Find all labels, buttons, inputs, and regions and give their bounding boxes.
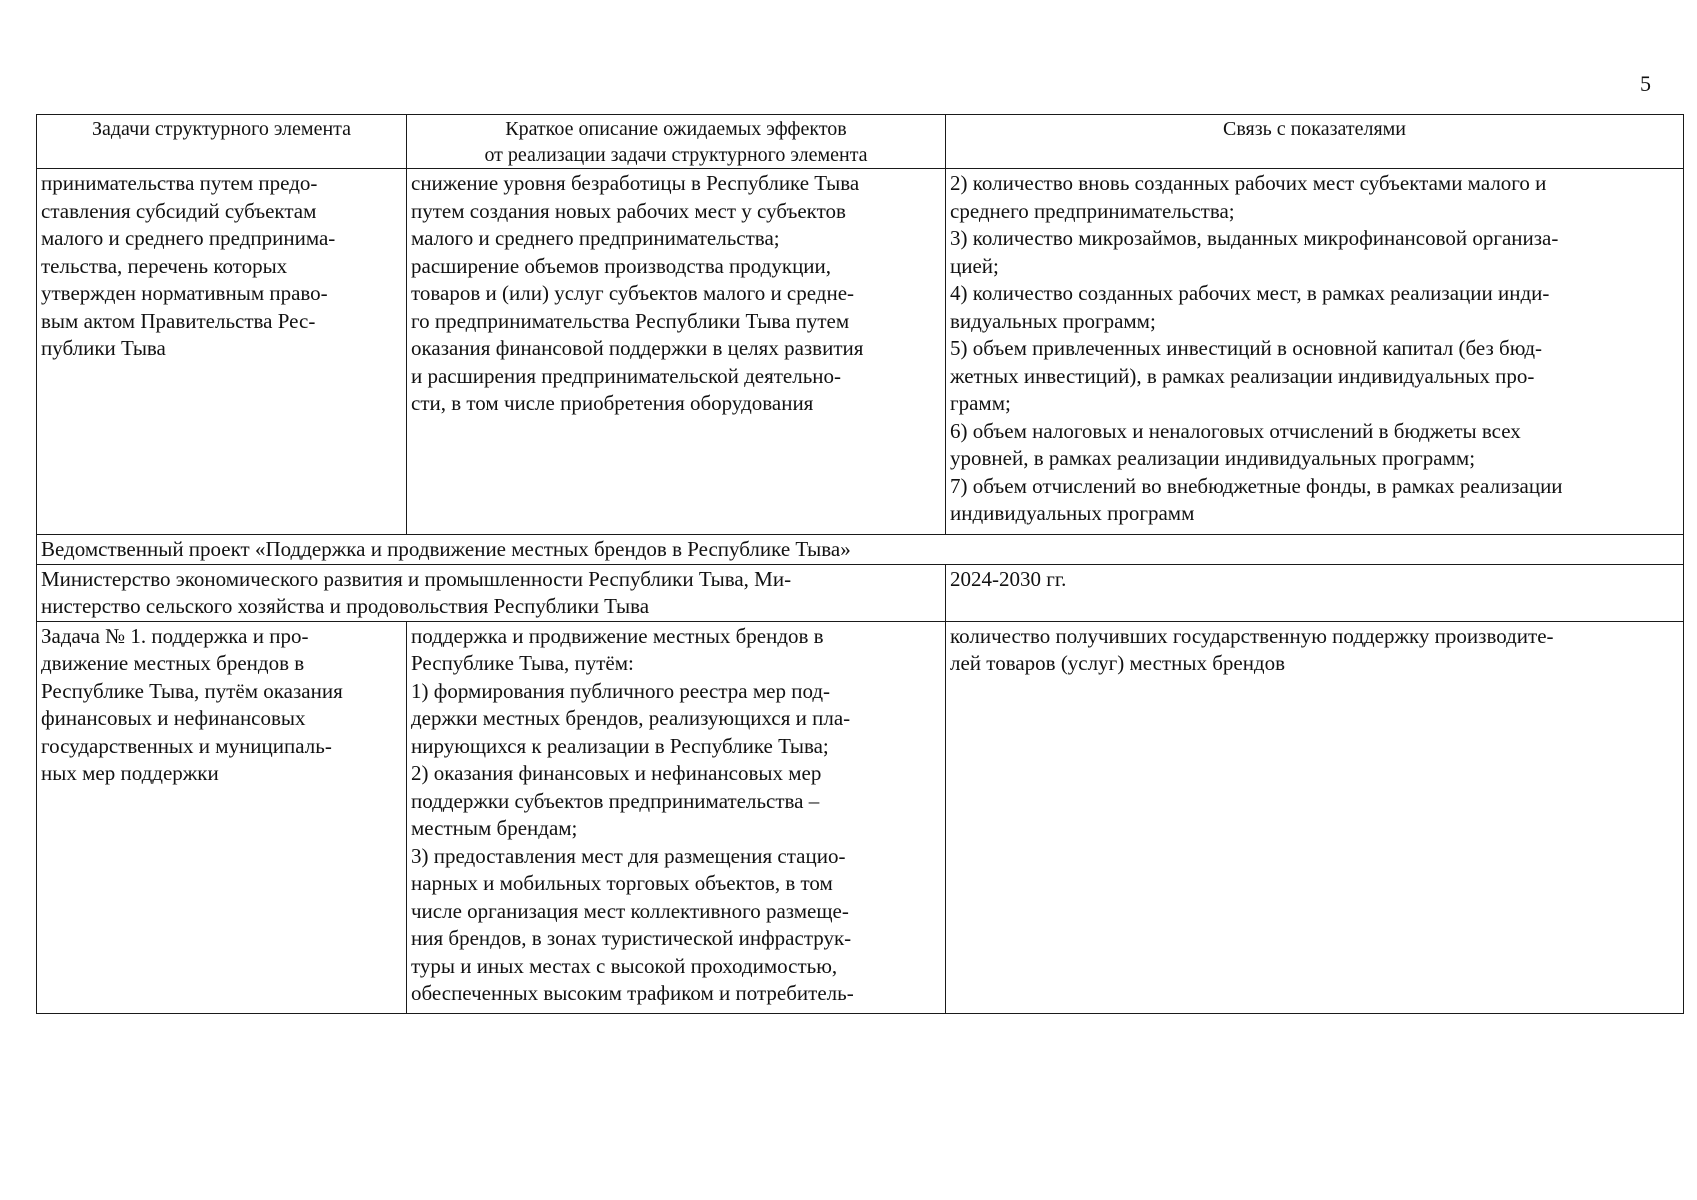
text-line: 4) количество созданных рабочих мест, в рамках реализации инди- xyxy=(950,281,1550,305)
text-line: жетных инвестиций), в рамках реализации индивидуальных про- xyxy=(950,363,1535,388)
task-cell xyxy=(37,169,407,535)
text-line: вым актом Правительства Рес- xyxy=(41,308,316,333)
text-line: 3) количество микрозаймов, выданных микрофинансовой организа- xyxy=(950,226,1559,250)
text-line: лей товаров (услуг) местных брендов xyxy=(950,651,1286,675)
ministries-cell xyxy=(37,564,946,621)
text-line: цией; xyxy=(950,253,999,278)
text-line: публики Тыва xyxy=(41,336,166,360)
period-cell xyxy=(946,564,1684,621)
header-tasks xyxy=(37,115,407,169)
text-line: тельства, перечень которых xyxy=(41,253,288,278)
page-number: 5 xyxy=(1640,71,1651,96)
project-title xyxy=(37,535,1684,565)
program-table xyxy=(36,114,1684,1014)
text-line: грамм; xyxy=(950,391,1011,415)
text-line: обеспеченных высоким трафиком и потребитель- xyxy=(411,981,854,1005)
text-line: ных мер поддержки xyxy=(41,761,219,785)
text-line: Задача № 1. поддержка и про- xyxy=(41,623,309,648)
text-line: ставления субсидий субъектам xyxy=(41,198,317,223)
text-line: путем создания новых рабочих мест у субъектов xyxy=(411,198,846,223)
text-line: 1) формирования публичного реестра мер под- xyxy=(411,678,831,703)
text-line: финансовых и нефинансовых xyxy=(41,706,306,730)
project-title-row xyxy=(37,535,1684,565)
text-line: местным брендам; xyxy=(411,816,578,840)
text-line: числе организация мест коллективного размеще- xyxy=(411,898,849,923)
text-line: сти, в том числе приобретения оборудования xyxy=(411,391,814,415)
header-line: Задачи структурного элемента xyxy=(91,118,352,140)
text-line: снижение уровня безработицы в Республике Тыва xyxy=(411,171,860,195)
text-line: туры и иных местах с высокой проходимостью, xyxy=(411,953,838,978)
text-line: среднего предпринимательства; xyxy=(950,198,1235,223)
text-line: Министерство экономического развития и промышленности Республики Тыва, Ми- xyxy=(41,566,792,591)
text-line: видуальных программ; xyxy=(950,308,1156,333)
text-line: принимательства путем предо- xyxy=(41,171,318,195)
indicators-cell xyxy=(946,169,1684,535)
text-line: нирующихся к реализации в Республике Тыва; xyxy=(411,733,829,758)
text-line: держки местных брендов, реализующихся и пла- xyxy=(411,706,851,730)
responsible-row xyxy=(37,564,1684,621)
text-line: индивидуальных программ xyxy=(950,501,1195,525)
text-line: и расширения предпринимательской деятельно- xyxy=(411,363,842,388)
text-line: малого и среднего предпринимательства; xyxy=(411,226,780,250)
text-line: количество получивших государственную поддержку производите- xyxy=(950,623,1554,648)
header-line: Связь с показателями xyxy=(1222,118,1407,140)
text-line: утвержден нормативным право- xyxy=(41,281,328,305)
table-header-row xyxy=(37,115,1684,169)
table-row xyxy=(37,621,1684,1013)
text-line: уровней, в рамках реализации индивидуальных программ; xyxy=(950,446,1476,470)
text-line: Республике Тыва, путём: xyxy=(411,651,634,675)
indicators-cell xyxy=(946,621,1684,1013)
header-line: Краткое описание ожидаемых эффектов xyxy=(505,118,847,140)
text-line: 3) предоставления мест для размещения стацио- xyxy=(411,843,846,868)
text-line: товаров и (или) услуг субъектов малого и средне- xyxy=(411,281,855,305)
text-line: оказания финансовой поддержки в целях развития xyxy=(411,336,864,360)
text-line: ния брендов, в зонах туристической инфраструк- xyxy=(411,926,852,950)
table-row xyxy=(37,169,1684,535)
text-line: нистерство сельского хозяйства и продовольствия Республики Тыва xyxy=(41,594,650,618)
text-line: малого и среднего предпринима- xyxy=(41,226,336,250)
text-line: государственных и муниципаль- xyxy=(41,733,332,758)
task-cell xyxy=(37,621,407,1013)
header-indicators xyxy=(946,115,1684,169)
text-line: движение местных брендов в xyxy=(41,651,305,675)
text-line: Республике Тыва, путём оказания xyxy=(41,678,343,703)
text-line: 5) объем привлеченных инвестиций в основной капитал (без бюд- xyxy=(950,336,1543,360)
text-line: 2) оказания финансовых и нефинансовых мер xyxy=(411,761,822,785)
effects-cell xyxy=(407,621,946,1013)
effects-cell xyxy=(407,169,946,535)
text-line: го предпринимательства Республики Тыва путем xyxy=(411,308,850,333)
text-line: 6) объем налоговых и неналоговых отчислений в бюджеты всех xyxy=(950,418,1521,443)
header-line: от реализации задачи структурного элемента xyxy=(484,144,868,166)
period-text: 2024-2030 гг. xyxy=(950,566,1067,591)
header-effects xyxy=(407,115,946,169)
project-title-text: Ведомственный проект «Поддержка и продвижение местных брендов в Республике Тыва» xyxy=(41,537,851,561)
text-line: поддержка и продвижение местных брендов в xyxy=(411,623,824,648)
text-line: нарных и мобильных торговых объектов, в том xyxy=(411,871,833,895)
text-line: 7) объем отчислений во внебюджетные фонды, в рамках реализации xyxy=(950,473,1563,498)
text-line: 2) количество вновь созданных рабочих мест субъектами малого и xyxy=(950,171,1547,195)
text-line: поддержки субъектов предпринимательства – xyxy=(411,788,820,813)
text-line: расширение объемов производства продукции, xyxy=(411,253,832,278)
